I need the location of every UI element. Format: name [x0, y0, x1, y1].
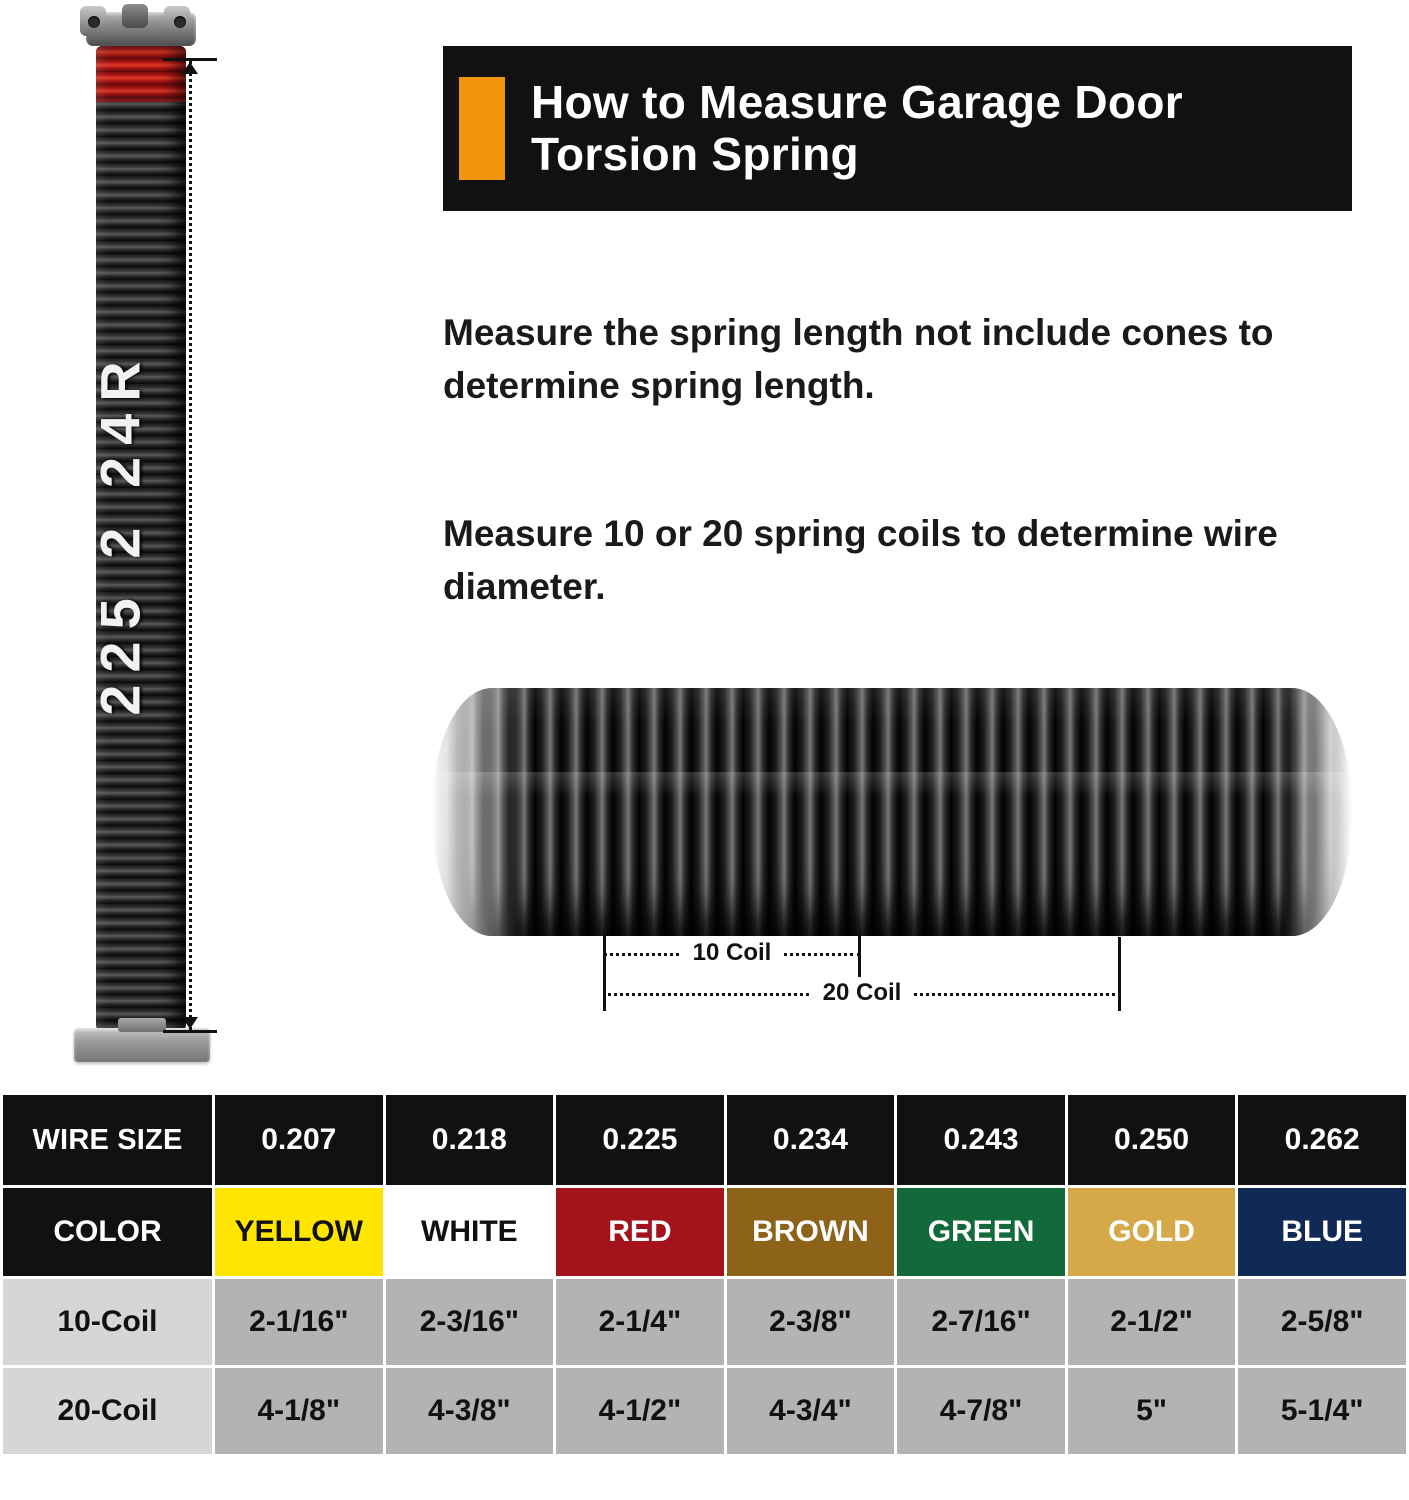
ten-coil-cell: 2-3/8"	[725, 1278, 896, 1367]
cone-lug	[122, 4, 148, 28]
twenty-coil-cell: 4-7/8"	[896, 1367, 1067, 1456]
wire-size-color-table	[0, 1092, 1409, 1457]
row-header-10-coil: 10-Coil	[2, 1278, 214, 1367]
table-row-10-coil	[2, 1278, 1408, 1367]
wire-size-cell: 0.218	[384, 1094, 555, 1187]
twenty-coil-cell: 4-3/4"	[725, 1367, 896, 1456]
wire-size-cell: 0.250	[1066, 1094, 1237, 1187]
dimension-tick-bottom	[163, 1030, 217, 1033]
twenty-coil-cell: 4-3/8"	[384, 1367, 555, 1456]
dimension-end-left	[603, 971, 606, 1011]
ten-coil-cell: 2-3/16"	[384, 1278, 555, 1367]
dimension-dotted-line	[189, 61, 192, 1030]
color-cell-gold: GOLD	[1066, 1187, 1237, 1278]
table-row-color	[2, 1187, 1408, 1278]
twenty-coil-label: 20 Coil	[811, 977, 914, 1009]
ten-coil-dimension	[603, 937, 861, 971]
twenty-coil-cell: 5-1/4"	[1237, 1367, 1408, 1456]
color-cell-blue: BLUE	[1237, 1187, 1408, 1278]
wire-size-cell: 0.262	[1237, 1094, 1408, 1187]
instruction-line-1: Measure the spring length not include cones to determine spring length.	[443, 312, 1274, 406]
spring-printed-label: 225 2 24R	[88, 349, 152, 716]
coil-closeup-photo	[432, 680, 1352, 945]
twenty-coil-dimension	[603, 977, 1121, 1011]
row-header-color: COLOR	[2, 1187, 214, 1278]
stationary-cone-plate	[74, 1028, 210, 1062]
dimension-arrow-down	[182, 1017, 198, 1029]
ten-coil-cell: 2-1/16"	[214, 1278, 385, 1367]
page-title: How to Measure Garage Door Torsion Spring	[531, 75, 1183, 180]
spring-length-dimension	[163, 58, 233, 1033]
color-cell-red: RED	[555, 1187, 726, 1278]
photo-fade-left	[432, 680, 522, 945]
color-cell-white: WHITE	[384, 1187, 555, 1278]
color-cell-brown: BROWN	[725, 1187, 896, 1278]
twenty-coil-cell: 4-1/8"	[214, 1367, 385, 1456]
wire-size-cell: 0.225	[555, 1094, 726, 1187]
wire-size-cell: 0.207	[214, 1094, 385, 1187]
color-cell-green: GREEN	[896, 1187, 1067, 1278]
dimension-end-right	[858, 931, 861, 977]
winding-cone-icon	[78, 4, 208, 52]
coil-windings	[432, 688, 1352, 936]
cone-set-hole	[88, 16, 100, 28]
ten-coil-label: 10 Coil	[681, 937, 784, 969]
ten-coil-cell: 2-5/8"	[1237, 1278, 1408, 1367]
ten-coil-cell: 2-7/16"	[896, 1278, 1067, 1367]
row-header-20-coil: 20-Coil	[2, 1367, 214, 1456]
photo-fade-right	[1282, 680, 1352, 945]
instruction-line-2: Measure 10 or 20 spring coils to determine wire diameter.	[443, 513, 1278, 607]
ten-coil-cell: 2-1/2"	[1066, 1278, 1237, 1367]
accent-bar	[459, 77, 505, 180]
dimension-end-right	[1118, 937, 1121, 1011]
wire-size-cell: 0.234	[725, 1094, 896, 1187]
color-cell-yellow: YELLOW	[214, 1187, 385, 1278]
dimension-arrow-up	[182, 62, 198, 74]
table-row-wire-size	[2, 1094, 1408, 1187]
twenty-coil-cell: 4-1/2"	[555, 1367, 726, 1456]
twenty-coil-cell: 5"	[1066, 1367, 1237, 1456]
cone-set-hole	[174, 16, 186, 28]
title-banner	[443, 46, 1352, 211]
table-row-20-coil	[2, 1367, 1408, 1456]
row-header-wire-size: WIRE SIZE	[2, 1094, 214, 1187]
wire-size-cell: 0.243	[896, 1094, 1067, 1187]
ten-coil-cell: 2-1/4"	[555, 1278, 726, 1367]
